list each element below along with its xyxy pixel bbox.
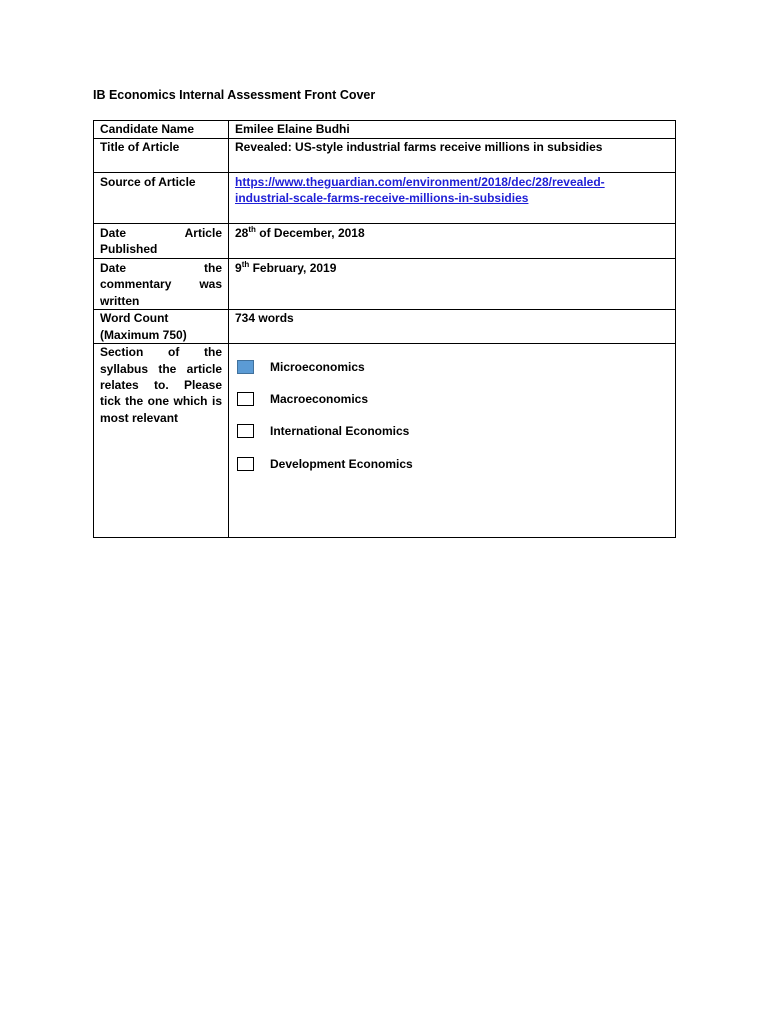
source-link[interactable]: https://www.theguardian.com/environment/2018/dec/28/revealed- industrial-scale-farms-receive-millions-in-subsidies <box>235 175 605 206</box>
date-published-label: Date Article Published <box>94 224 229 259</box>
candidate-name-value: Emilee Elaine Budhi <box>229 121 676 139</box>
date-written-value: 9th February, 2019 <box>229 259 676 310</box>
date-written-label: Date the commentary was written <box>94 259 229 310</box>
article-title-value: Revealed: US-style industrial farms receive millions in subsidies <box>229 139 676 173</box>
table-row <box>94 139 676 173</box>
candidate-name-label: Candidate Name <box>94 121 229 139</box>
option-development-economics <box>235 454 669 474</box>
table-row <box>94 173 676 224</box>
table-row <box>94 344 676 538</box>
checkbox-international-economics[interactable] <box>237 424 254 438</box>
table-row <box>94 224 676 259</box>
table-row <box>94 259 676 310</box>
checkbox-microeconomics[interactable] <box>237 360 254 374</box>
cover-table <box>93 120 676 538</box>
section-options <box>229 344 676 538</box>
option-label: Macroeconomics <box>270 392 369 407</box>
word-count-label: Word Count (Maximum 750) <box>94 310 229 344</box>
source-label: Source of Article <box>94 173 229 224</box>
checkbox-development-economics[interactable] <box>237 457 254 471</box>
option-macroeconomics <box>235 389 669 409</box>
option-microeconomics <box>235 357 669 377</box>
option-label: Development Economics <box>270 457 413 472</box>
option-label: International Economics <box>270 424 410 439</box>
option-label: Microeconomics <box>270 360 365 375</box>
page-title: IB Economics Internal Assessment Front Cover <box>93 88 376 102</box>
date-published-value: 28th of December, 2018 <box>229 224 676 259</box>
option-international-economics <box>235 421 669 441</box>
table-row <box>94 310 676 344</box>
article-title-label: Title of Article <box>94 139 229 173</box>
source-value <box>229 173 676 224</box>
word-count-value: 734 words <box>229 310 676 344</box>
table-row <box>94 121 676 139</box>
checkbox-macroeconomics[interactable] <box>237 392 254 406</box>
section-label: Section of the syllabus the article relates to. Please tick the one which is most relevant <box>94 344 229 538</box>
